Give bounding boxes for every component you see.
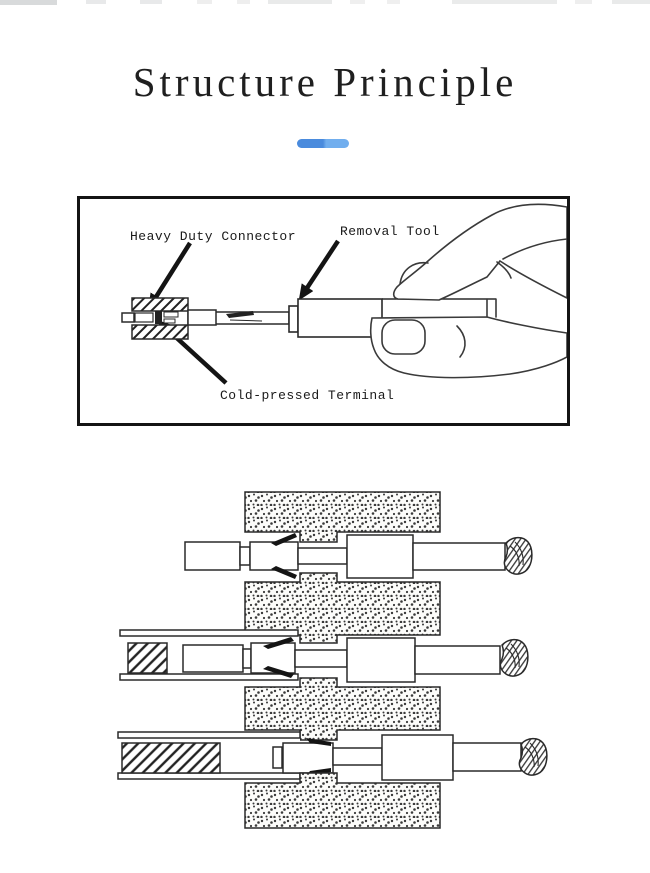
extraction-stages-figure (0, 480, 650, 873)
housing-block (245, 678, 440, 740)
label-removal-tool: Removal Tool (340, 224, 440, 239)
tool-plunger (128, 643, 167, 673)
stage-row-1 (185, 533, 532, 579)
removal-tool-drawing (80, 199, 567, 423)
crimp-barrel (382, 735, 453, 780)
tool-tube-wall-top (120, 630, 298, 636)
tool-end-cap (487, 299, 496, 318)
removal-tool-figure (77, 196, 570, 426)
terminal-detail (135, 311, 178, 324)
crimp-barrel (347, 638, 415, 682)
tool-tube-wall-top (118, 732, 300, 738)
connector-block (122, 298, 188, 339)
tool-plunger (122, 743, 220, 773)
tool-shaft (188, 310, 289, 325)
wire-strands (504, 538, 532, 574)
title-divider (297, 139, 349, 148)
wire-strands (500, 640, 528, 676)
page-title: Structure Principle (132, 59, 518, 105)
index-finger (394, 204, 567, 300)
label-cold-pressed-terminal: Cold-pressed Terminal (220, 388, 395, 403)
wire-strands (519, 739, 547, 775)
page-top-artifact (0, 0, 650, 6)
wire (415, 646, 500, 674)
tool-tube-wall-bottom (120, 674, 298, 680)
crimp-barrel (347, 535, 413, 578)
connector-arrow (156, 243, 190, 297)
housing-block (245, 773, 440, 828)
wire (453, 743, 521, 771)
removal-tool-arrow (307, 241, 338, 288)
thumbnail (382, 320, 425, 354)
tool-tube-wall-bottom (118, 773, 300, 779)
label-heavy-duty-connector: Heavy Duty Connector (130, 229, 297, 244)
wire (413, 543, 505, 570)
